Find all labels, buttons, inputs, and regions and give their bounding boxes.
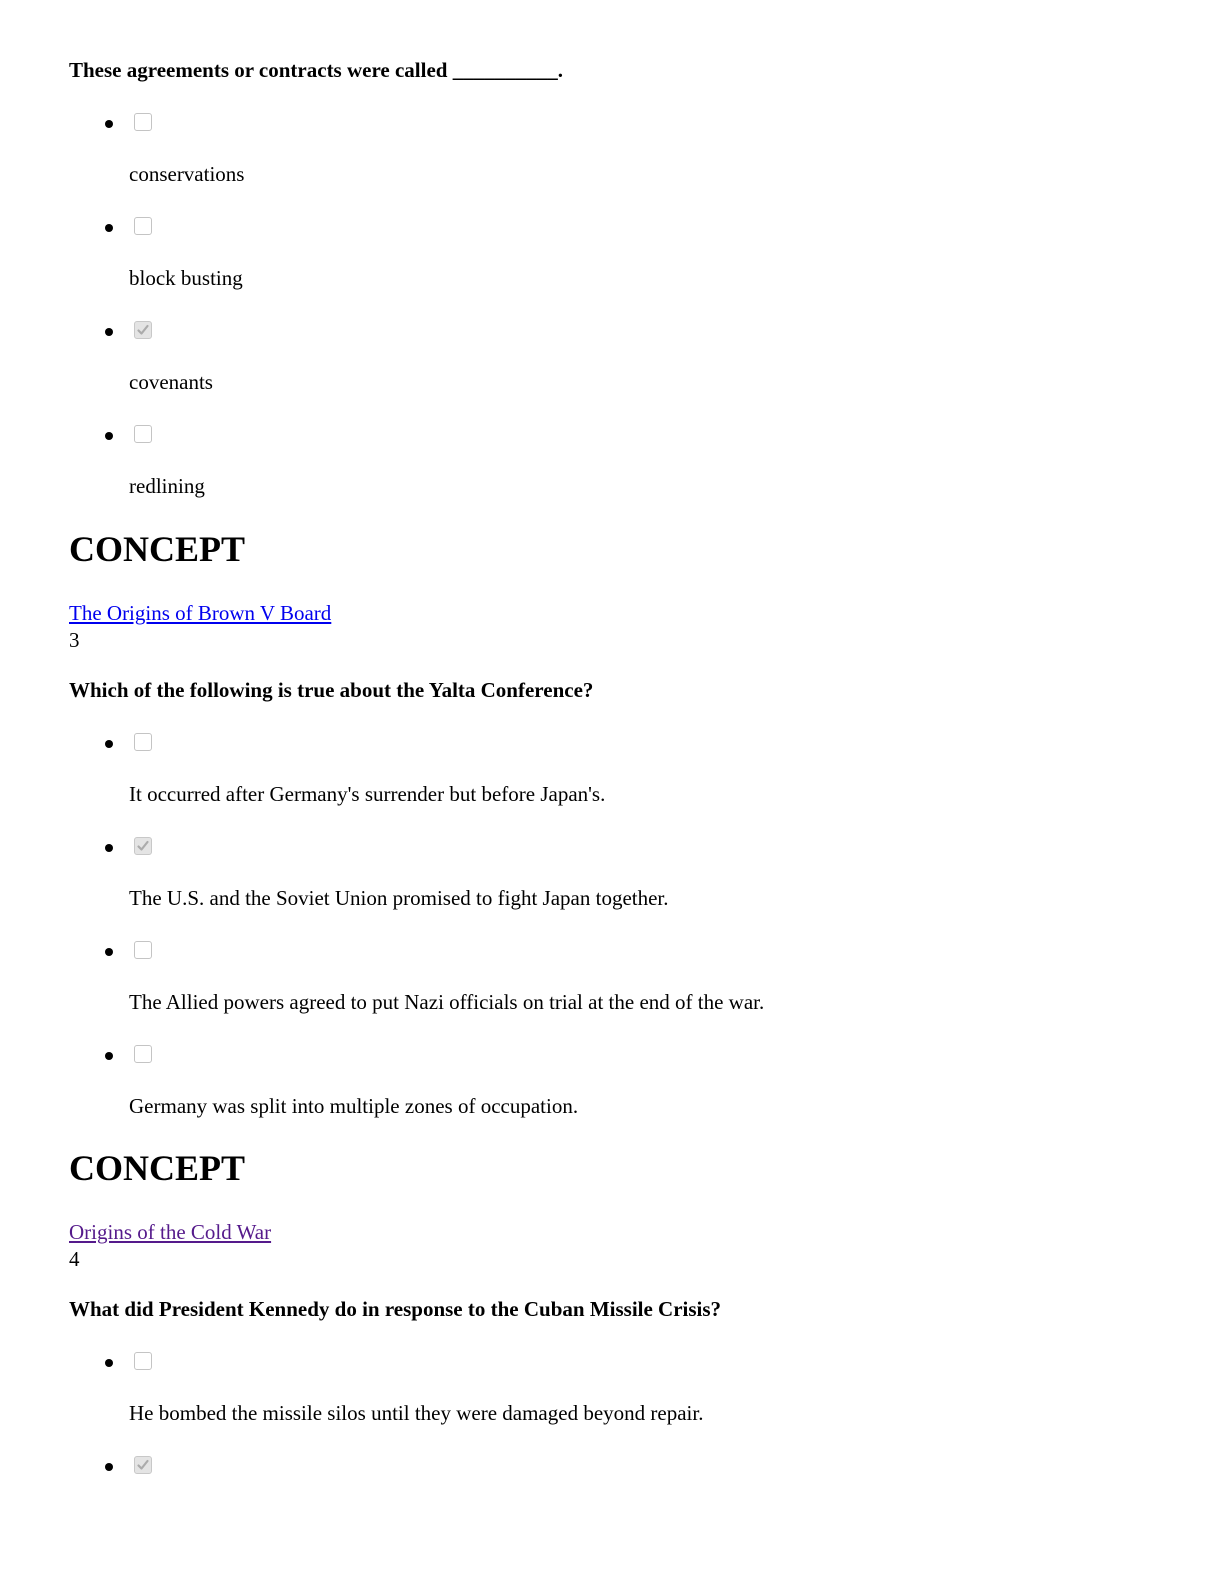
concept-heading: CONCEPT: [69, 529, 246, 569]
checkmark-icon: [136, 1458, 150, 1472]
bullet-icon: [105, 432, 113, 440]
question-number: 4: [69, 1247, 80, 1271]
option-checkbox[interactable]: [134, 217, 152, 235]
option-checkbox[interactable]: [134, 941, 152, 959]
option-checkbox[interactable]: [134, 425, 152, 443]
bullet-icon: [105, 1052, 113, 1060]
option-checkbox[interactable]: [134, 113, 152, 131]
checkmark-icon: [136, 323, 150, 337]
question-text: What did President Kennedy do in response to the Cuban Missile Crisis?: [69, 1297, 722, 1321]
option-checkbox[interactable]: [134, 1352, 152, 1370]
bullet-icon: [105, 1463, 113, 1471]
concept-link[interactable]: Origins of the Cold War: [69, 1220, 272, 1244]
question-text: These agreements or contracts were called __________.: [69, 58, 563, 82]
bullet-icon: [105, 120, 113, 128]
option-label: block busting: [129, 266, 243, 290]
option-label: It occurred after Germany's surrender but before Japan's.: [129, 782, 606, 806]
bullet-icon: [105, 844, 113, 852]
option-label: The Allied powers agreed to put Nazi officials on trial at the end of the war.: [129, 990, 765, 1014]
question-number: 3: [69, 628, 80, 652]
option-label: Germany was split into multiple zones of occupation.: [129, 1094, 579, 1118]
concept-link[interactable]: The Origins of Brown V Board: [69, 601, 332, 625]
bullet-icon: [105, 948, 113, 956]
bullet-icon: [105, 740, 113, 748]
concept-heading: CONCEPT: [69, 1148, 246, 1188]
option-checkbox-checked[interactable]: [134, 1456, 152, 1474]
option-label: covenants: [129, 370, 213, 394]
option-label: conservations: [129, 162, 245, 186]
bullet-icon: [105, 1359, 113, 1367]
checkmark-icon: [136, 839, 150, 853]
bullet-icon: [105, 328, 113, 336]
option-label: The U.S. and the Soviet Union promised to fight Japan together.: [129, 886, 669, 910]
option-label: He bombed the missile silos until they were damaged beyond repair.: [129, 1401, 704, 1425]
option-checkbox-checked[interactable]: [134, 837, 152, 855]
question-text: Which of the following is true about the Yalta Conference?: [69, 678, 594, 702]
option-label: redlining: [129, 474, 205, 498]
option-checkbox[interactable]: [134, 733, 152, 751]
option-checkbox[interactable]: [134, 1045, 152, 1063]
option-checkbox-checked[interactable]: [134, 321, 152, 339]
bullet-icon: [105, 224, 113, 232]
